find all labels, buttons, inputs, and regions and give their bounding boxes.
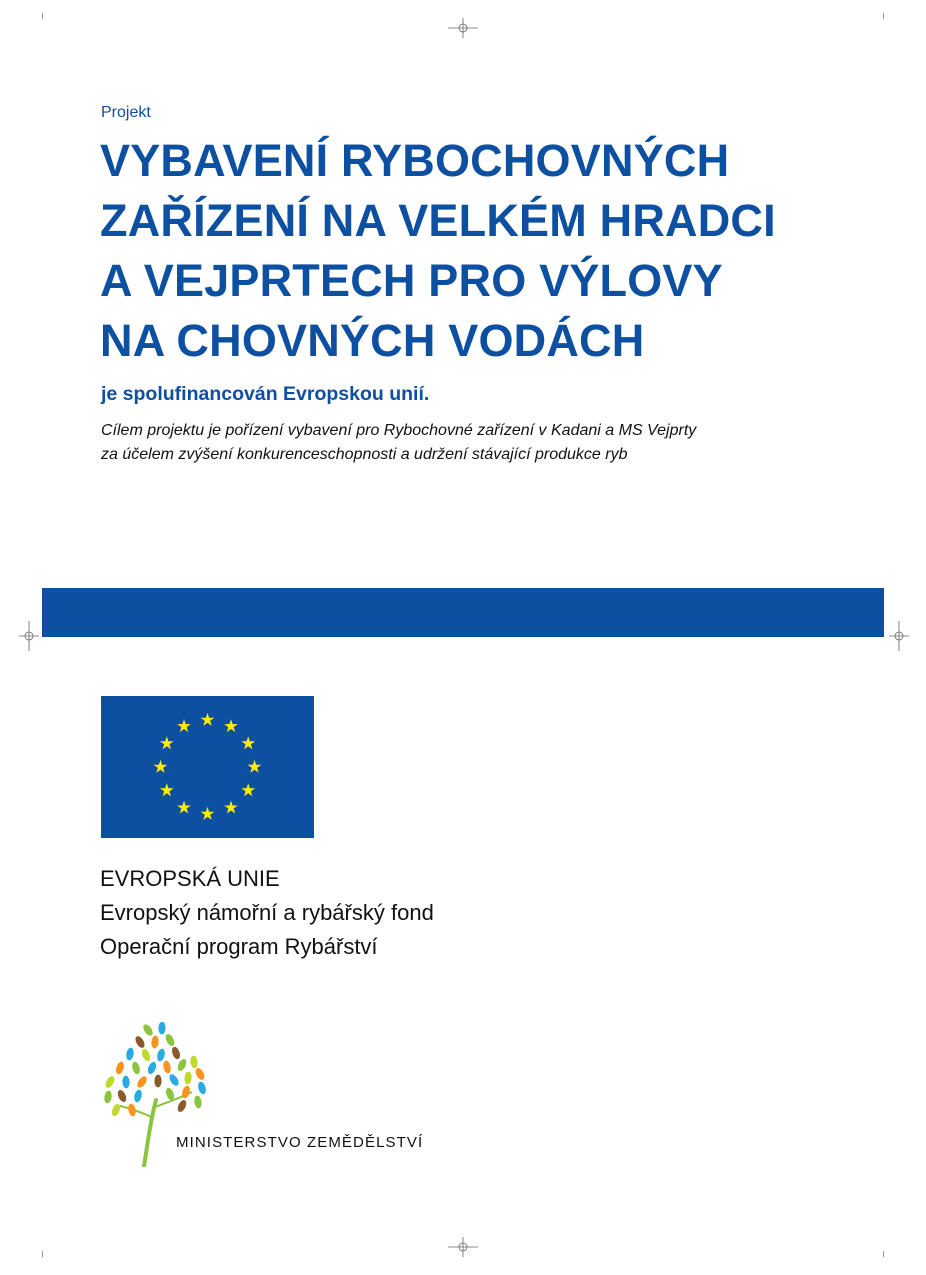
- leaf-icon: [164, 1033, 176, 1048]
- title-line: NA CHOVNÝCH VODÁCH: [100, 315, 645, 366]
- trim-mark: [883, 1251, 884, 1257]
- trim-mark: [883, 13, 884, 19]
- trim-mark: [42, 1251, 43, 1257]
- ministry-name: MINISTERSTVO ZEMĚDĚLSTVÍ: [176, 1134, 424, 1151]
- cofinanced-statement: je spolufinancován Evropskou unií.: [101, 383, 430, 405]
- eu-line: EVROPSKÁ UNIE: [100, 866, 280, 891]
- leaf-icon: [176, 1058, 188, 1073]
- title-line: A VEJPRTECH PRO VÝLOVY: [100, 255, 723, 306]
- project-title: [100, 131, 880, 371]
- leaf-icon: [151, 1035, 159, 1048]
- blue-band-divider: [42, 588, 884, 637]
- leaf-icon: [122, 1075, 130, 1088]
- leaf-icon: [190, 1055, 199, 1069]
- leaf-icon: [115, 1061, 126, 1075]
- registration-mark-icon: [448, 1232, 478, 1262]
- leaf-icon: [168, 1073, 181, 1088]
- leaf-icon: [158, 1022, 166, 1035]
- leaf-icon: [125, 1047, 134, 1061]
- eu-line: Evropský námořní a rybářský fond: [100, 900, 434, 925]
- leaf-icon: [135, 1075, 148, 1090]
- leaf-icon: [171, 1046, 182, 1060]
- title-line: ZAŘÍZENÍ NA VELKÉM HRADCI: [100, 195, 776, 246]
- leaf-icon: [134, 1035, 147, 1050]
- title-line: VYBAVENÍ RYBOCHOVNÝCH: [100, 135, 730, 186]
- registration-mark-icon: [14, 621, 44, 651]
- leaf-icon: [116, 1089, 128, 1104]
- project-label: Projekt: [101, 104, 151, 121]
- leaf-icon: [103, 1090, 112, 1104]
- leaf-icon: [194, 1095, 203, 1109]
- leaf-icon: [162, 1060, 172, 1074]
- project-goal: [101, 419, 861, 467]
- leaf-icon: [104, 1075, 117, 1090]
- leaf-icon: [176, 1099, 188, 1114]
- leaf-icon: [133, 1089, 143, 1103]
- leaf-icon: [127, 1103, 137, 1117]
- goal-line: Cílem projektu je pořízení vybavení pro Rybochovné zařízení v Kadani a MS Vejprty: [101, 422, 697, 439]
- leaf-icon: [131, 1061, 141, 1075]
- leaf-icon: [146, 1061, 157, 1076]
- leaf-icon: [184, 1071, 192, 1084]
- eu-line: Operační program Rybářství: [100, 934, 378, 959]
- registration-mark-icon: [884, 621, 914, 651]
- leaf-icon: [140, 1048, 152, 1063]
- registration-mark-icon: [448, 13, 478, 43]
- goal-line: za účelem zvýšení konkurenceschopnosti a udržení stávající produkce ryb: [101, 446, 628, 463]
- eu-flag-icon: [101, 696, 314, 838]
- leaf-icon: [194, 1067, 206, 1082]
- leaf-icon: [141, 1023, 154, 1038]
- trim-mark: [42, 13, 43, 19]
- leaf-icon: [197, 1081, 207, 1095]
- leaf-icon: [110, 1103, 121, 1118]
- eu-fund-info: [100, 862, 434, 964]
- leaf-icon: [156, 1048, 166, 1062]
- leaf-icon: [154, 1075, 161, 1088]
